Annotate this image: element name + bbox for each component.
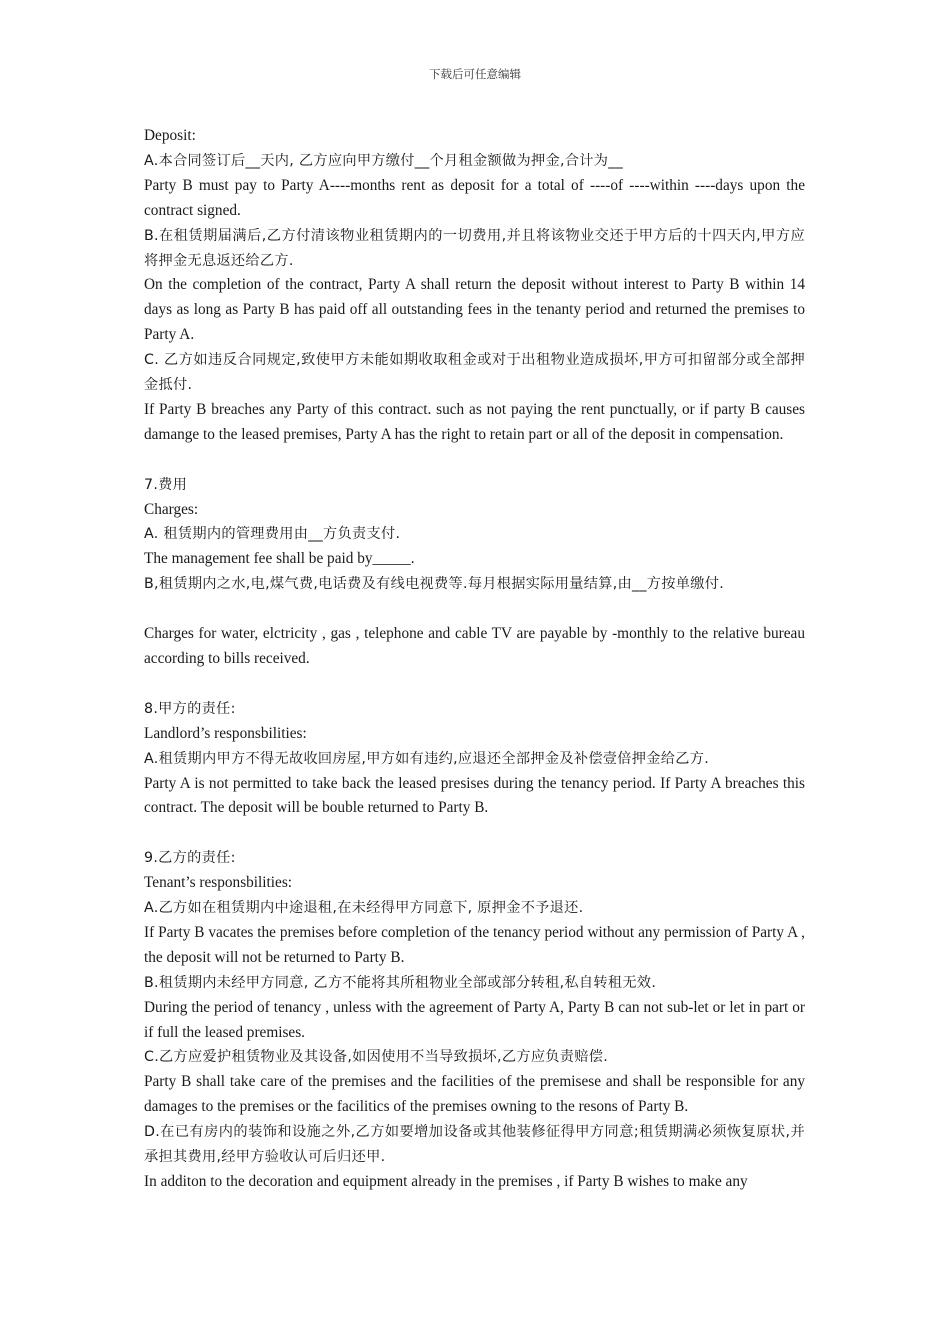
document-paragraph: D.在已有房内的装饰和设施之外,乙方如要增加设备或其他装修征得甲方同意;租赁期满必须恢复原状,并承担其费用,经甲方验收认可后归还甲. [144, 1124, 805, 1166]
document-line: Deposit: [144, 127, 196, 144]
document-paragraph: C. 乙方如违反合同规定,致使甲方未能如期收取租金或对于出租物业造成损坏,甲方可扣留部分或全部押金抵付. [144, 352, 805, 394]
document-line: B.租赁期内未经甲方同意, 乙方不能将其所租物业全部或部分转租,私自转租无效. [144, 974, 657, 991]
document-line: C.乙方应爱护租赁物业及其设备,如因使用不当导致损坏,乙方应负责赔偿. [144, 1049, 609, 1066]
paragraph-spacer [144, 821, 805, 846]
document-body [144, 124, 805, 1195]
paragraph-spacer [144, 597, 805, 622]
document-paragraph: Charges for water, elctricity , gas , telephone and cable TV are payable by -monthly to the relative bureau according to bills received. [144, 625, 805, 667]
document-paragraph: Party B shall take care of the premises and the facilities of the premisese and shall be responsible for any damages to the premises or the facilitics of the premises owning to the resons of Party B. [144, 1073, 805, 1116]
page-header: 下载后可任意编辑 [429, 67, 521, 81]
document-paragraph: If Party B vacates the premises before completion of the tenancy period without any permission of Party A , the deposit will not be returned to Party B. [144, 923, 805, 966]
document-paragraph: If Party B breaches any Party of this contract. such as not paying the rent punctually, or if party B causes damange to the leased premises, Party A has the right to retain part or all of the deposit in compensation. [144, 400, 805, 443]
paragraph-spacer [144, 448, 805, 473]
document-line: B,租赁期内之水,电,煤气费,电话费及有线电视费等.每月根据实际用量结算,由__方按单缴付. [144, 576, 725, 593]
document-paragraph: B.在租赁期届满后,乙方付清该物业租赁期内的一切费用,并且将该物业交还于甲方后的十四天内,甲方应将押金无息返还给乙方. [144, 227, 805, 269]
document-paragraph: Party B must pay to Party A----months rent as deposit for a total of ----of ----within ----days upon the contract signed. [144, 176, 805, 219]
paragraph-spacer [144, 672, 805, 697]
document-paragraph: Party A is not permitted to take back the leased presises during the tenancy period. If Party A breaches this contract. The deposit will be bouble returned to Party B. [144, 774, 805, 817]
document-line: 8.甲方的责任: [144, 700, 236, 717]
document-line: 9.乙方的责任: [144, 850, 236, 867]
document-line: 7.费用 [144, 476, 188, 493]
document-line: Charges: [144, 500, 199, 518]
document-paragraph: In additon to the decoration and equipment already in the premises , if Party B wishes to make any [144, 1173, 748, 1190]
document-line: The management fee shall be paid by_____. [144, 550, 415, 568]
document-line: Landlord’s responsbilities: [144, 724, 307, 742]
document-paragraph: A.本合同签订后__天内, 乙方应向甲方缴付__个月租金额做为押金,合计为__ [144, 152, 624, 169]
document-paragraph: On the completion of the contract, Party A shall return the deposit without interest to Party B within 14 days as long as Party B has paid off all outstanding fees in the tenanty period and returned the premises to Party A. [144, 276, 805, 344]
document-paragraph: During the period of tenancy , unless with the agreement of Party A, Party B can not sub-let or let in part or if full the leased premises. [144, 998, 805, 1041]
document-line: A.租赁期内甲方不得无故收回房屋,甲方如有违约,应退还全部押金及补偿壹倍押金给乙方. [144, 750, 710, 767]
document-line: A.乙方如在租赁期内中途退租,在未经得甲方同意下, 原押金不予退还. [144, 900, 584, 917]
document-line: A. 租赁期内的管理费用由__方负责支付. [144, 526, 401, 543]
document-line: Tenant’s responsbilities: [144, 874, 293, 892]
